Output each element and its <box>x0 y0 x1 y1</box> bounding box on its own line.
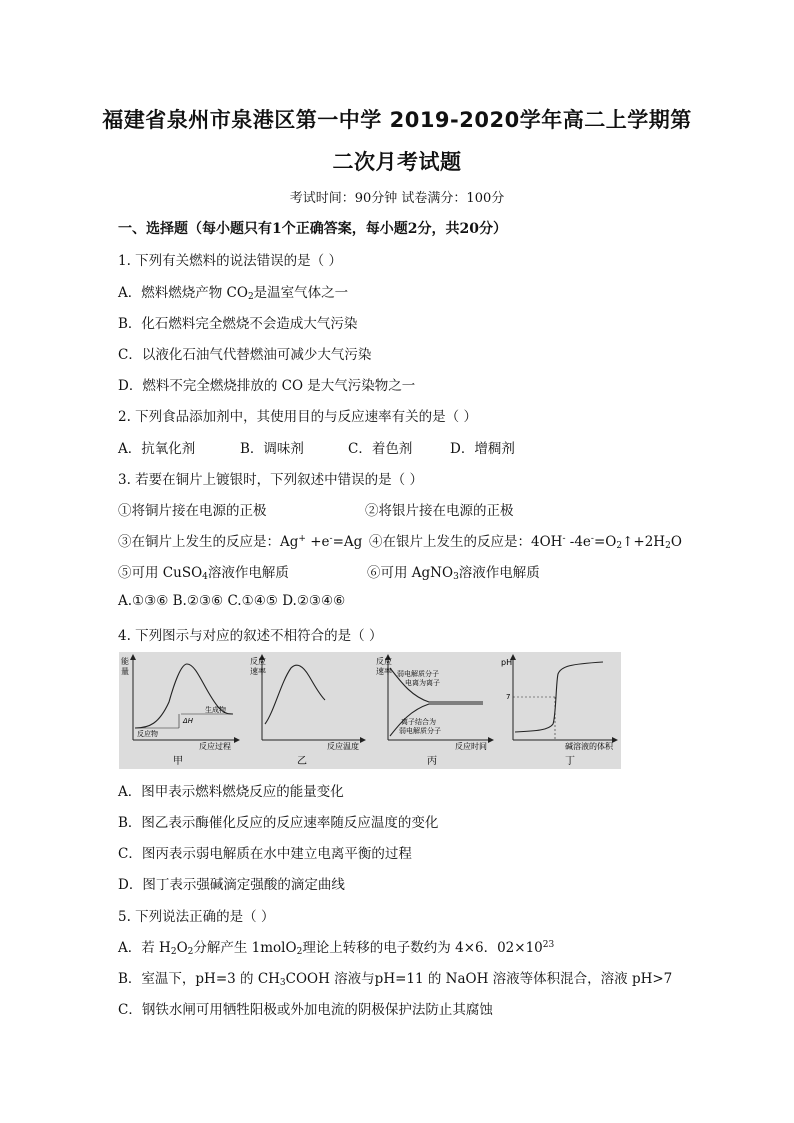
q3-s4-text2: -4e <box>565 534 591 550</box>
q3-s4-text4: ↑+2H <box>622 534 666 550</box>
q3-s3-text2: +e <box>305 534 330 550</box>
q3-statement-5 <box>118 561 289 582</box>
q3-options: A.①③⑥ B.②③⑥ C.①④⑤ D.②③④⑥ <box>118 593 346 609</box>
q5-b-text: B．室温下，pH=3 的 CH <box>118 971 280 987</box>
q1-option-a <box>118 281 348 302</box>
q2-option-d: D．增稠剂 <box>450 441 515 457</box>
q3-s3-sup: + <box>298 534 306 544</box>
q3-s4-text3: =O <box>593 534 617 550</box>
q3-s3-text: ③在铜片上发生的反应是：Ag <box>118 534 299 550</box>
exam-title-line2: 二次月考试题 <box>332 150 462 174</box>
q3-statement-2: ②将银片接在电源的正极 <box>365 503 514 519</box>
q2-options <box>118 437 515 457</box>
exam-meta: 考试时间：90分钟 试卷满分：100分 <box>289 191 505 206</box>
q3-s4-sub2: 2 <box>665 541 671 551</box>
jia-ylabel1: 能 <box>121 657 129 666</box>
bing-top1: 弱电解质分子 <box>397 670 439 678</box>
yi-ylabel1: 反应 <box>250 657 266 666</box>
q5-stem: 5. 下列说法正确的是（ ） <box>118 909 275 925</box>
bing-name: 丙 <box>427 756 437 767</box>
q5-a-sub1: 2 <box>170 947 177 957</box>
q3-s6-sub: 3 <box>453 572 459 582</box>
q4-option-b: B．图乙表示酶催化反应的反应速率随反应温度的变化 <box>118 815 439 831</box>
exam-title-line1: 福建省泉州市泉港区第一中学 2019-2020学年高二上学期第 <box>102 108 692 132</box>
q3-s5-text: ⑤可用 CuSO <box>118 565 203 581</box>
q3-s6-text2: 溶液作电解质 <box>458 565 540 581</box>
q2-option-c: C．着色剂 <box>348 441 413 457</box>
q5-a-sub3: 2 <box>296 947 303 957</box>
q1-stem: 1. 下列有关燃料的说法错误的是（ ） <box>118 253 342 269</box>
bing-top2: 电离为离子 <box>405 679 440 687</box>
q2-option-b: B．调味剂 <box>240 441 304 457</box>
q3-s4-sup2: - <box>590 534 594 544</box>
q5-option-a <box>118 936 554 957</box>
jia-reactant: 反应物 <box>137 730 158 738</box>
q5-b-text2: COOH 溶液与pH=11 的 NaOH 溶液等体积混合，溶液 pH>7 <box>285 971 673 987</box>
q2-stem: 2. 下列食品添加剂中，其使用目的与反应速率有关的是（ ） <box>118 409 477 425</box>
jia-product: 生成物 <box>205 706 226 714</box>
bing-ylabel1: 反应 <box>376 657 392 666</box>
q3-s4-sub: 2 <box>616 541 623 551</box>
q1-a-text: A．燃料燃烧产物 CO <box>118 285 248 301</box>
bing-ylabel2: 速率 <box>376 667 392 676</box>
jia-ylabel2: 量 <box>121 667 129 676</box>
q1-option-c: C．以液化石油气代替燃油可减少大气污染 <box>118 347 372 363</box>
q4-figure <box>119 652 621 769</box>
q5-option-b <box>118 967 672 988</box>
q3-statement-6 <box>367 561 540 582</box>
q3-statement-3 <box>118 530 362 550</box>
q5-a-sub2: 2 <box>187 947 194 957</box>
ding-tick-7: 7 <box>506 693 511 701</box>
q5-b-sub1: 3 <box>279 978 286 988</box>
q1-option-b: B．化石燃料完全燃烧不会造成大气污染 <box>118 316 358 332</box>
ding-ylabel: pH <box>501 658 513 667</box>
q4-option-d: D．图丁表示强碱滴定强酸的滴定曲线 <box>118 877 345 893</box>
yi-ylabel2: 速率 <box>250 667 266 676</box>
q4-option-a: A．图甲表示燃料燃烧反应的能量变化 <box>118 784 344 800</box>
q5-a-text: A．若 H <box>118 940 171 956</box>
yi-name: 乙 <box>297 756 307 767</box>
q3-s3-sup2: - <box>329 534 333 544</box>
q1-a-text2: 是温室气体之一 <box>253 285 349 301</box>
bing-xlabel: 反应时间 <box>455 742 487 751</box>
section-heading: 一、选择题（每小题只有1个正确答案，每小题2分，共20分） <box>118 221 507 237</box>
q3-statement-1: ①将铜片接在电源的正极 <box>118 503 267 519</box>
q1-option-d: D．燃料不完全燃烧排放的 CO 是大气污染物之一 <box>118 378 416 394</box>
q3-s3-text3: =Ag <box>332 534 363 550</box>
q4-stem: 4. 下列图示与对应的叙述不相符合的是（ ） <box>118 628 383 644</box>
bing-bot1: 离子结合为 <box>401 718 436 726</box>
q5-a-text2: O <box>176 940 188 956</box>
bing-bot2: 弱电解质分子 <box>399 727 441 735</box>
yi-xlabel: 反应温度 <box>327 742 359 751</box>
jia-dh: ΔH <box>183 717 194 725</box>
q5-a-sup: 23 <box>542 940 555 950</box>
q1-a-sub: 2 <box>247 292 254 302</box>
q3-s4-sup: - <box>562 534 566 544</box>
jia-name: 甲 <box>173 756 183 767</box>
ding-name: 丁 <box>565 756 575 767</box>
q3-s4-text: ④在银片上发生的反应是：4OH <box>369 534 563 550</box>
q5-option-c: C．钢铁水闸可用牺牲阳极或外加电流的阴极保护法防止其腐蚀 <box>118 1002 493 1018</box>
jia-xlabel: 反应过程 <box>199 742 231 751</box>
q3-s6-text: ⑥可用 AgNO <box>367 565 454 581</box>
q3-s4-text5: O <box>670 534 682 550</box>
q2-option-a: A．抗氧化剂 <box>118 441 196 457</box>
q5-a-text4: 理论上转移的电子数约为 4×6．02×10 <box>302 940 543 956</box>
q4-option-c: C．图丙表示弱电解质在水中建立电离平衡的过程 <box>118 846 412 862</box>
q3-s5-text2: 溶液作电解质 <box>207 565 289 581</box>
q3-s5-sub: 4 <box>202 572 208 582</box>
q3-statement-4 <box>369 530 682 551</box>
q3-stem: 3. 若要在铜片上镀银时，下列叙述中错误的是（ ） <box>118 472 423 488</box>
ding-xlabel: 碱溶液的体积 <box>565 742 613 751</box>
q5-a-text3: 分解产生 1molO <box>193 940 297 956</box>
